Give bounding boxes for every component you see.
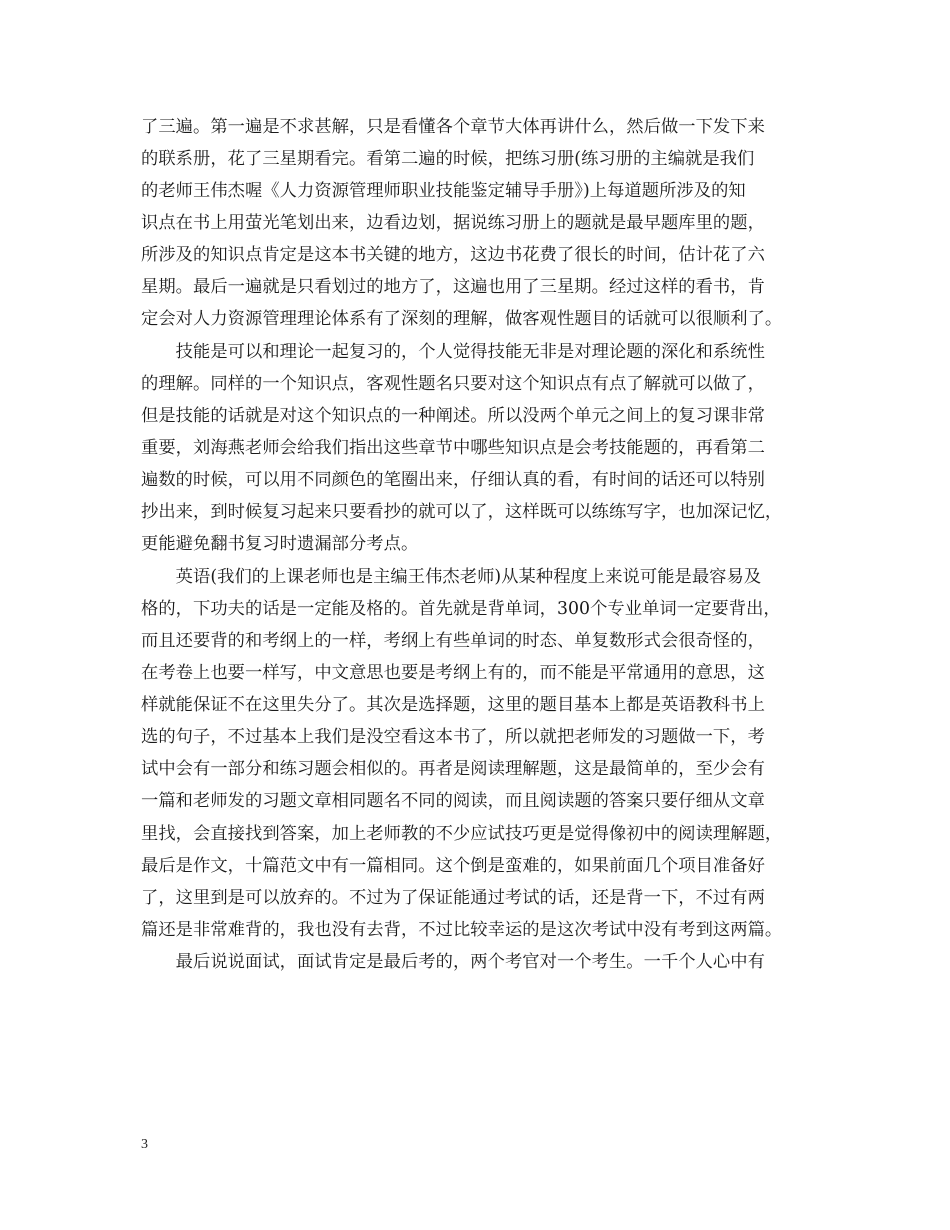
text-line: 格的，下功夫的话是一定能及格的。首先就是背单词，300个专业单词一定要背出， <box>141 599 781 619</box>
text-line: 试中会有一部分和练习题会相似的。再者是阅读理解题，这是最简单的，至少会有 <box>141 759 765 779</box>
text-line: 识点在书上用萤光笔划出来，边看边划，据说练习册上的题就是最早题库里的题， <box>141 213 765 233</box>
text-line: 里找，会直接找到答案，加上老师教的不少应试技巧更是觉得像初中的阅读理解题， <box>141 824 783 844</box>
page-number: 3 <box>141 1137 148 1152</box>
text-line: 最后说说面试，面试肯定是最后考的，两个考官对一个考生。一千个人心中有 <box>141 952 765 972</box>
text-line: 星期。最后一遍就是只看划过的地方了，这遍也用了三星期。经过这样的看书，肯 <box>141 277 765 297</box>
text-line: 遍数的时候，可以用不同颜色的笔圈出来，仔细认真的看，有时间的话还可以特别 <box>141 470 765 490</box>
text-line: 更能避免翻书复习时遗漏部分考点。 <box>141 534 419 554</box>
text-line: 样就能保证不在这里失分了。其次是选择题，这里的题目基本上都是英语教科书上 <box>141 695 765 715</box>
text-line: 篇还是非常难背的，我也没有去背，不过比较幸运的是这次考试中没有考到这两篇。 <box>141 920 783 940</box>
text-line: 技能是可以和理论一起复习的，个人觉得技能无非是对理论题的深化和系统性 <box>141 342 765 362</box>
text-line: 了，这里到是可以放弃的。不过为了保证能通过考试的话，还是背一下，不过有两 <box>141 888 765 908</box>
text-line: 抄出来，到时候复习起来只要看抄的就可以了，这样既可以练练写字，也加深记忆， <box>141 502 783 522</box>
text-line: 选的句子，不过基本上我们是没空看这本书了，所以就把老师发的习题做一下，考 <box>141 727 765 747</box>
text-line: 重要，刘海燕老师会给我们指出这些章节中哪些知识点是会考技能题的，再看第二 <box>141 438 765 458</box>
text-line: 但是技能的话就是对这个知识点的一种阐述。所以没两个单元之间上的复习课非常 <box>141 406 765 426</box>
text-line: 的联系册，花了三星期看完。看第二遍的时候，把练习册(练习册的主编就是我们 <box>141 149 755 169</box>
text-line: 了三遍。第一遍是不求甚解，只是看懂各个章节大体再讲什么，然后做一下发下来 <box>141 117 765 137</box>
text-line: 最后是作文，十篇范文中有一篇相同。这个倒是蛮难的，如果前面几个项目准备好 <box>141 856 765 876</box>
text-line: 英语(我们的上课老师也是主编王伟杰老师)从某种程度上来说可能是最容易及 <box>141 567 762 587</box>
text-line: 的理解。同样的一个知识点，客观性题名只要对这个知识点有点了解就可以做了， <box>141 374 765 394</box>
text-line: 定会对人力资源管理理论体系有了深刻的理解，做客观性题目的话就可以很顺利了。 <box>141 309 783 329</box>
text-line: 的老师王伟杰喔《人力资源管理师职业技能鉴定辅导手册》)上每道题所涉及的知 <box>141 181 746 201</box>
text-line: 在考卷上也要一样写，中文意思也要是考纲上有的，而不能是平常通用的意思，这 <box>141 663 765 683</box>
text-line: 一篇和老师发的习题文章相同题名不同的阅读，而且阅读题的答案只要仔细从文章 <box>141 791 765 811</box>
text-line: 而且还要背的和考纲上的一样，考纲上有些单词的时态、单复数形式会很奇怪的， <box>141 631 765 651</box>
text-line: 所涉及的知识点肯定是这本书关键的地方，这边书花费了很长的时间，估计花了六 <box>141 245 765 265</box>
